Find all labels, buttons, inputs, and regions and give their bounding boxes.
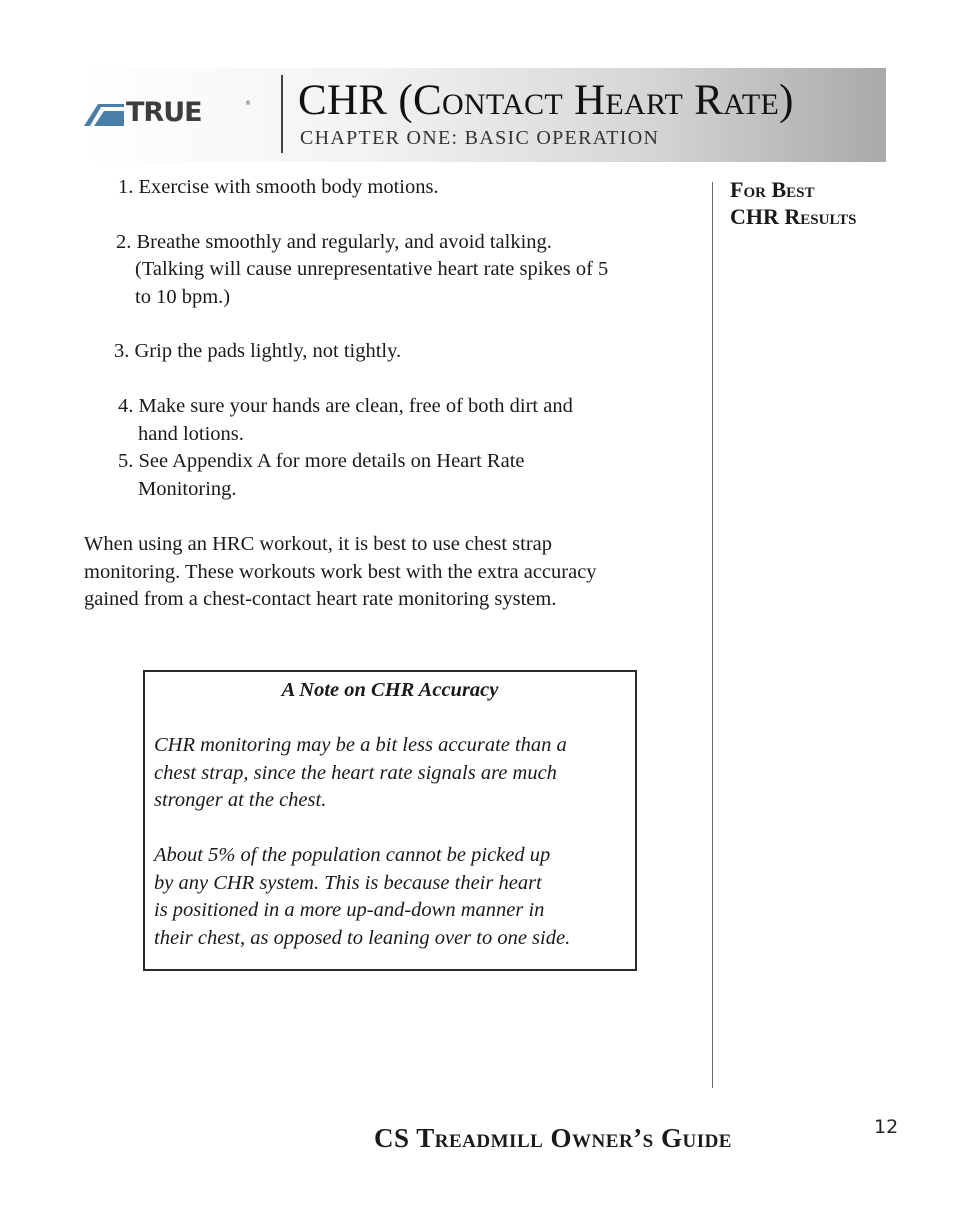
list-item: 3. Grip the pads lightly, not tightly. <box>114 340 402 362</box>
header-divider <box>281 75 283 153</box>
note-line: About 5% of the population cannot be picked up <box>154 844 551 866</box>
sidebar-heading <box>730 176 856 230</box>
paragraph-line: monitoring. These workouts work best with the extra accuracy <box>84 560 597 583</box>
note-line: is positioned in a more up-and-down manner in <box>154 899 545 921</box>
logo-trademark: ® <box>245 100 251 107</box>
list-item: 1. Exercise with smooth body motions. <box>118 176 439 198</box>
sidebar-heading-line: CHR Results <box>730 204 857 229</box>
note-box <box>143 670 637 971</box>
note-paragraph <box>154 842 570 952</box>
note-line: CHR monitoring may be a bit less accurate than a <box>154 734 567 756</box>
logo-text: TRUE <box>126 97 202 128</box>
chapter-subtitle: CHAPTER ONE: BASIC OPERATION <box>300 127 660 149</box>
note-line: their chest, as opposed to leaning over to one side. <box>154 926 571 949</box>
note-title: A Note on CHR Accuracy <box>281 679 499 701</box>
list-item-continuation: hand lotions. <box>138 423 244 445</box>
true-logo <box>84 97 254 128</box>
list-item: 5. See Appendix A for more details on Heart Rate <box>118 450 525 472</box>
list-item: 2. Breathe smoothly and regularly, and avoid talking. <box>116 231 552 253</box>
page-number: 12 <box>874 1116 899 1138</box>
note-line: by any CHR system. This is because their heart <box>154 871 542 894</box>
sidebar-rule <box>712 182 713 1088</box>
paragraph-line: gained from a chest-contact heart rate monitoring system. <box>84 588 557 610</box>
note-line: stronger at the chest. <box>154 789 327 811</box>
list-item-continuation: (Talking will cause unrepresentative heart rate spikes of 5 <box>135 258 609 280</box>
list-item-continuation: to 10 bpm.) <box>135 286 231 308</box>
note-line: chest strap, since the heart rate signals are much <box>154 761 557 784</box>
sidebar-heading-line: For Best <box>730 177 815 202</box>
paragraph-line: When using an HRC workout, it is best to use chest strap <box>84 533 553 555</box>
logo-mark-icon <box>84 100 126 128</box>
note-paragraph <box>154 732 567 815</box>
list-item-continuation: Monitoring. <box>138 478 237 500</box>
guide-title: CS Treadmill Owner’s Guide <box>374 1123 732 1153</box>
list-item: 4. Make sure your hands are clean, free of both dirt and <box>118 395 573 417</box>
hrc-paragraph <box>84 531 694 614</box>
page-title: CHR (Contact Heart Rate) <box>298 77 794 124</box>
